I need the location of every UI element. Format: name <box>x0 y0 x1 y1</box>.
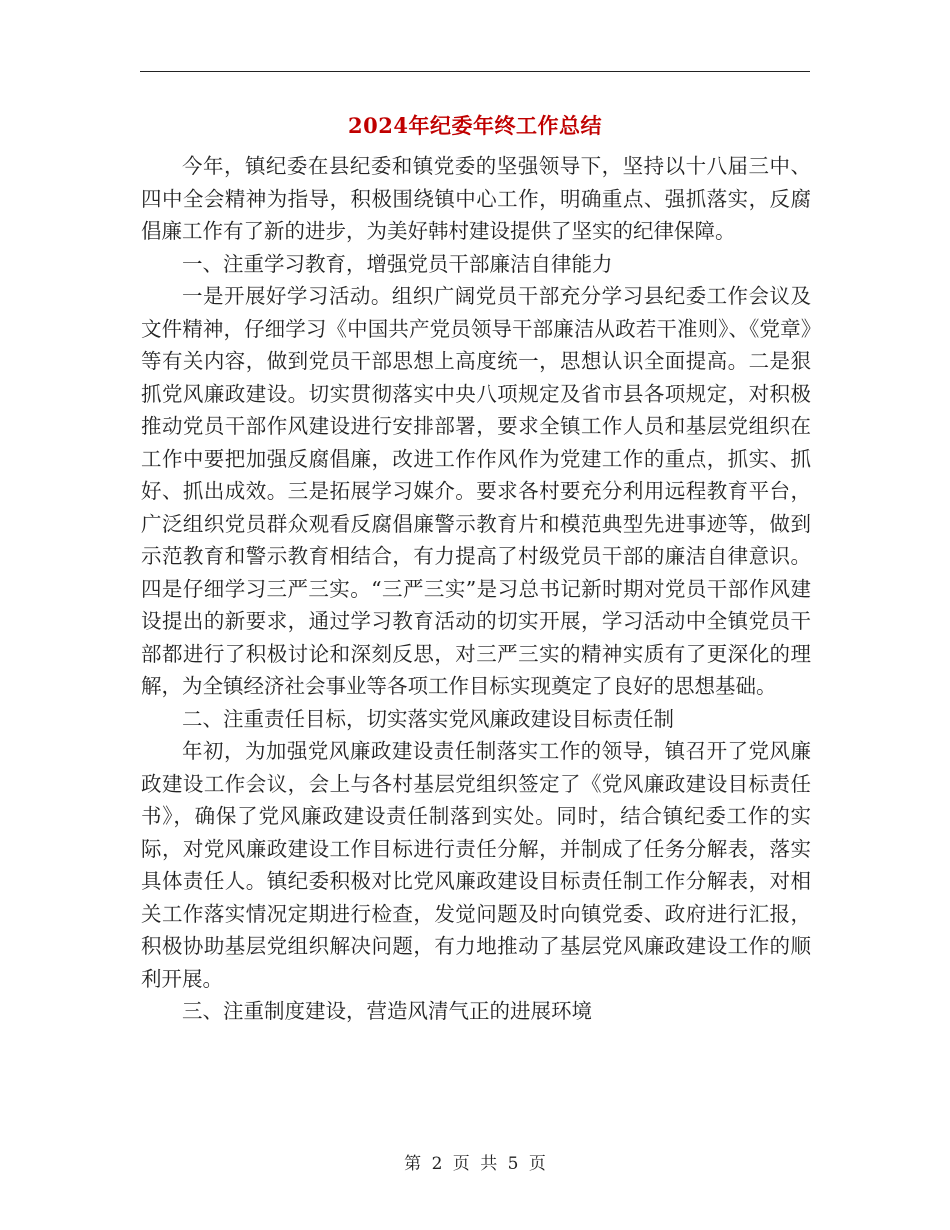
section-heading-2: 二、注重责任目标，切实落实党风廉政建设目标责任制 <box>182 706 674 731</box>
paragraph-intro: 今年，镇纪委在县纪委和镇党委的坚强领导下，坚持以十八届三中、四中全会精神为指导，积极围绕镇中心工作，明确重点、强抓落实，反腐倡廉工作有了新的进步，为美好韩村建设提供了坚实的纪律保障。 <box>141 154 811 243</box>
document-title: 2024年纪委年终工作总结 <box>348 113 602 138</box>
section-heading-3: 三、注重制度建设，营造风清气正的进展环境 <box>182 999 592 1023</box>
page-number: 第 2 页 共 5 页 <box>404 1154 546 1174</box>
document-body <box>141 150 811 1028</box>
section-heading-1: 一、注重学习教育，增强党员干部廉洁自律能力 <box>182 251 613 276</box>
header-rule <box>140 71 810 72</box>
paragraph-section-1: 一是开展好学习活动。组织广阔党员干部充分学习县纪委工作会议及文件精神，仔细学习《中国共产党员领导干部廉洁从政若干准则》、《党章》等有关内容，做到党员干部思想上高度统一，思想认识全面提高。二是狠抓党风廉政建设。切实贯彻落实中央八项规定及省市县各项规定，对积极推动党员干部作风建设进行安排部署，要求全镇工作人员和基层党组织在工作中要把加强反腐倡廉，改进工作作风作为党建工作的重点，抓实、抓好、抓出成效。三是拓展学习媒介。要求各村要充分利用远程教育平台，广泛组织党员群众观看反腐倡廉警示教育片和模范典型先进事迹等，做到示范教育和警示教育相结合，有力提高了村级党员干部的廉洁自律意识。四是仔细学习三严三实。“三严三实”是习总书记新时期对党员干部作风建设提出的新要求，通过学习教育活动的切实开展，学习活动中全镇党员干部都进行了积极讨论和深刻反思，对三严三实的精神实质有了更深化的理解，为全镇经济社会事业等各项工作目标实现奠定了良好的思想基础。 <box>141 284 811 698</box>
paragraph-section-2: 年初，为加强党风廉政建设责任制落实工作的领导，镇召开了党风廉政建设工作会议，会上与各村基层党组织签定了《党风廉政建设目标责任书》，确保了党风廉政建设责任制落到实处。同时，结合镇纪委工作的实际，对党风廉政建设工作目标进行责任分解，并制成了任务分解表，落实具体责任人。镇纪委积极对比党风廉政建设目标责任制工作分解表，对相关工作落实情况定期进行检查，发觉问题及时向镇党委、政府进行汇报，积极协助基层党组织解决问题，有力地推动了基层党风廉政建设工作的顺利开展。 <box>141 739 811 991</box>
